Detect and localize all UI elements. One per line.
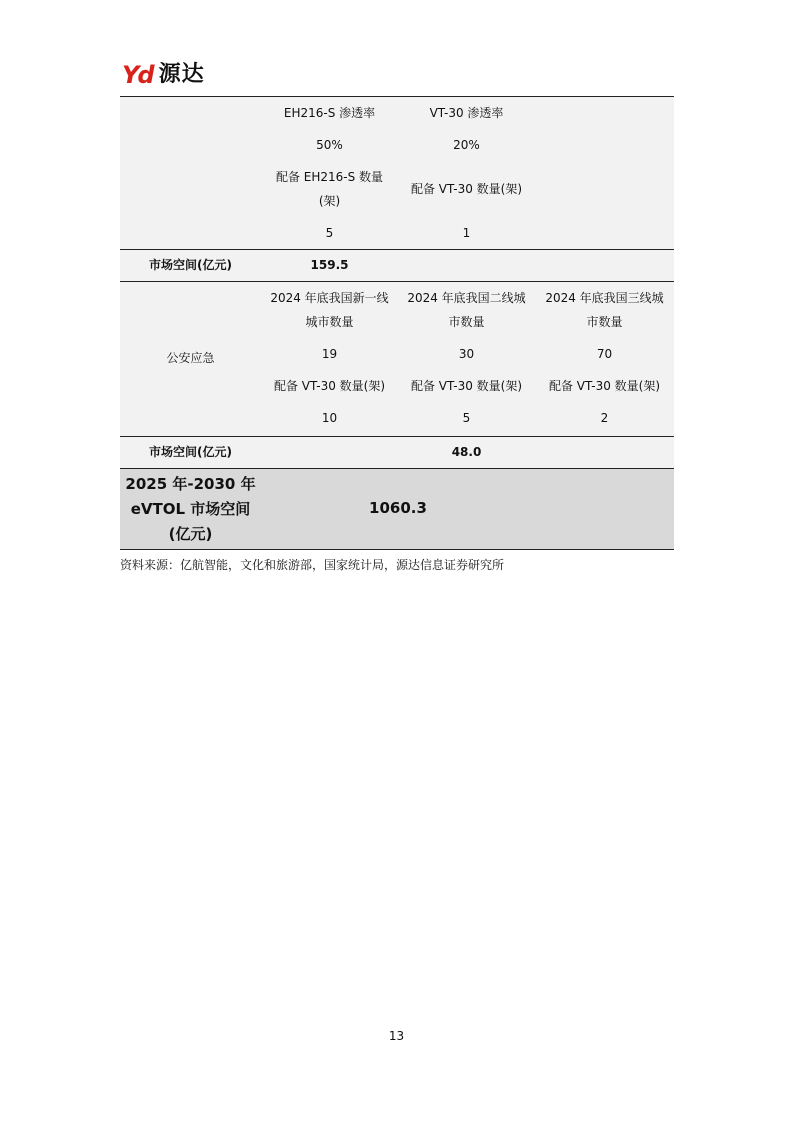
- table-row: [120, 97, 674, 250]
- row-value: 159.5: [310, 258, 349, 272]
- table-cell: 配备 VT-30 数量(架): [410, 379, 523, 393]
- row-label: 市场空间(亿元): [149, 445, 232, 459]
- table-cell: 2024 年底我国新一线 城市数量: [270, 291, 389, 329]
- source-note: 资料来源：亿航智能，文化和旅游部，国家统计局，源达信息证券研究所: [120, 558, 505, 572]
- table-cell: 10: [321, 411, 338, 425]
- table-cell: 2024 年底我国二线城 市数量: [407, 291, 526, 329]
- table-cell: 19: [321, 347, 338, 361]
- page-number: 13: [388, 1029, 405, 1043]
- total-value: 1060.3: [369, 499, 427, 517]
- table-cell: 配备 VT-30 数量(架): [548, 379, 661, 393]
- table-cell: 70: [596, 347, 613, 361]
- table-cell: EH216-S 渗透率: [283, 106, 376, 120]
- table-cell: 50%: [316, 138, 343, 152]
- table-cell: VT-30 渗透率: [429, 106, 504, 120]
- table-row-market-space: [120, 437, 674, 469]
- row-value: 48.0: [451, 445, 482, 459]
- brand-logo: [122, 60, 205, 90]
- market-space-table: [120, 97, 674, 550]
- table-row: [120, 282, 674, 437]
- table-cell: 5: [325, 226, 334, 240]
- table-cell: 20%: [453, 138, 480, 152]
- table-cell: 2: [600, 411, 609, 425]
- table-cell: 1: [462, 226, 471, 240]
- table-cell: 2024 年底我国三线城 市数量: [545, 291, 664, 329]
- total-label: 2025 年-2030 年 eVTOL 市场空间 (亿元): [125, 475, 256, 543]
- table-cell: 5: [462, 411, 471, 425]
- table-row-market-space: [120, 250, 674, 282]
- logo-mark: Yd: [122, 61, 153, 89]
- table-cell: 配备 VT-30 数量(架): [273, 379, 386, 393]
- table-row-total: [120, 469, 674, 550]
- logo-name: 源达: [158, 62, 205, 87]
- row-label: 公安应急: [166, 351, 215, 365]
- table-cell: 配备 EH216-S 数量 (架): [275, 170, 384, 208]
- table-cell: 配备 VT-30 数量(架): [410, 182, 523, 196]
- table-cell: 30: [458, 347, 475, 361]
- row-label: 市场空间(亿元): [149, 258, 232, 272]
